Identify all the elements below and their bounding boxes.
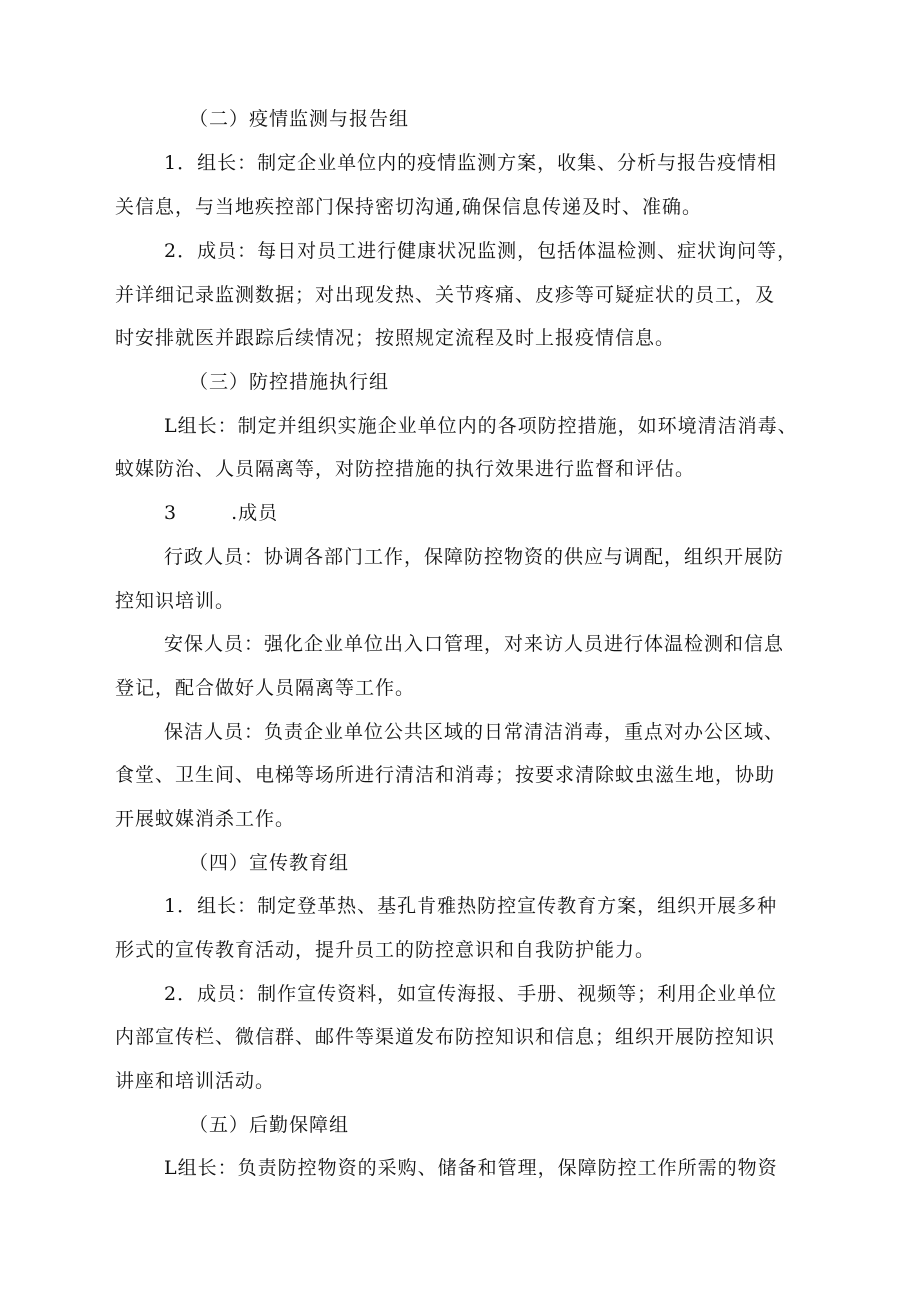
members-subheading [164, 501, 278, 525]
paragraph-line: 登记，配合做好人员隔离等工作。 [115, 677, 416, 699]
paragraph-line: 保洁人员：负责企业单位公共区域的日常清洁消毒，重点对办公区域、 [164, 721, 785, 743]
paragraph-line: L组长：制定并组织实施企业单位内的各项防控措施，如环境清洁消毒、 [164, 415, 798, 437]
paragraph-line: 安保人员：强化企业单位出入口管理，对来访人员进行体温检测和信息 [164, 633, 785, 655]
paragraph-line: 形式的宣传教育活动，提升员工的防控意识和自我防护能力。 [115, 939, 656, 961]
paragraph-line: 2．成员：每日对员工进行健康状况监测，包括体温检测、症状询问等， [164, 240, 798, 262]
paragraph-line: 并详细记录监测数据；对出现发热、关节疼痛、皮疹等可疑症状的员工，及 [115, 284, 776, 306]
paragraph-line: 控知识培训。 [115, 590, 236, 612]
paragraph-line: 讲座和培训活动。 [115, 1070, 276, 1092]
paragraph-line: 1．组长：制定企业单位内的疫情监测方案，收集、分析与报告疫情相 [164, 152, 778, 174]
paragraph-line: 2．成员：制作宣传资料，如宣传海报、手册、视频等；利用企业单位 [164, 983, 778, 1005]
paragraph-line: 开展蚊媒消杀工作。 [115, 808, 296, 830]
paragraph-line: 蚊媒防治、人员隔离等，对防控措施的执行效果进行监督和评估。 [115, 458, 696, 480]
paragraph-line: 关信息，与当地疾控部门保持密切沟通,确保信息传递及时、准确。 [115, 196, 703, 218]
section-heading-prevention: （三）防控措施执行组 [189, 371, 390, 393]
item-number: 3 [164, 502, 178, 524]
section-heading-education: （四）宣传教育组 [189, 852, 350, 874]
paragraph-line: 时安排就医并跟踪后续情况；按照规定流程及时上报疫情信息。 [115, 327, 676, 349]
paragraph-line: L组长：负责防控物资的采购、储备和管理，保障防控工作所需的物资 [164, 1157, 778, 1179]
item-label: .成员 [231, 502, 279, 524]
section-heading-monitoring: （二）疫情监测与报告组 [189, 108, 410, 130]
paragraph-line: 行政人员：协调各部门工作，保障防控物资的供应与调配，组织开展防 [164, 546, 785, 568]
paragraph-line: 1．组长：制定登革热、基孔肯雅热防控宣传教育方案，组织开展多种 [164, 895, 778, 917]
paragraph-line: 内部宣传栏、微信群、邮件等渠道发布防控知识和信息；组织开展防控知识 [115, 1026, 776, 1048]
paragraph-line: 食堂、卫生间、电梯等场所进行清洁和消毒；按要求清除蚊虫滋生地，协助 [115, 764, 776, 786]
section-heading-logistics: （五）后勤保障组 [189, 1114, 350, 1136]
